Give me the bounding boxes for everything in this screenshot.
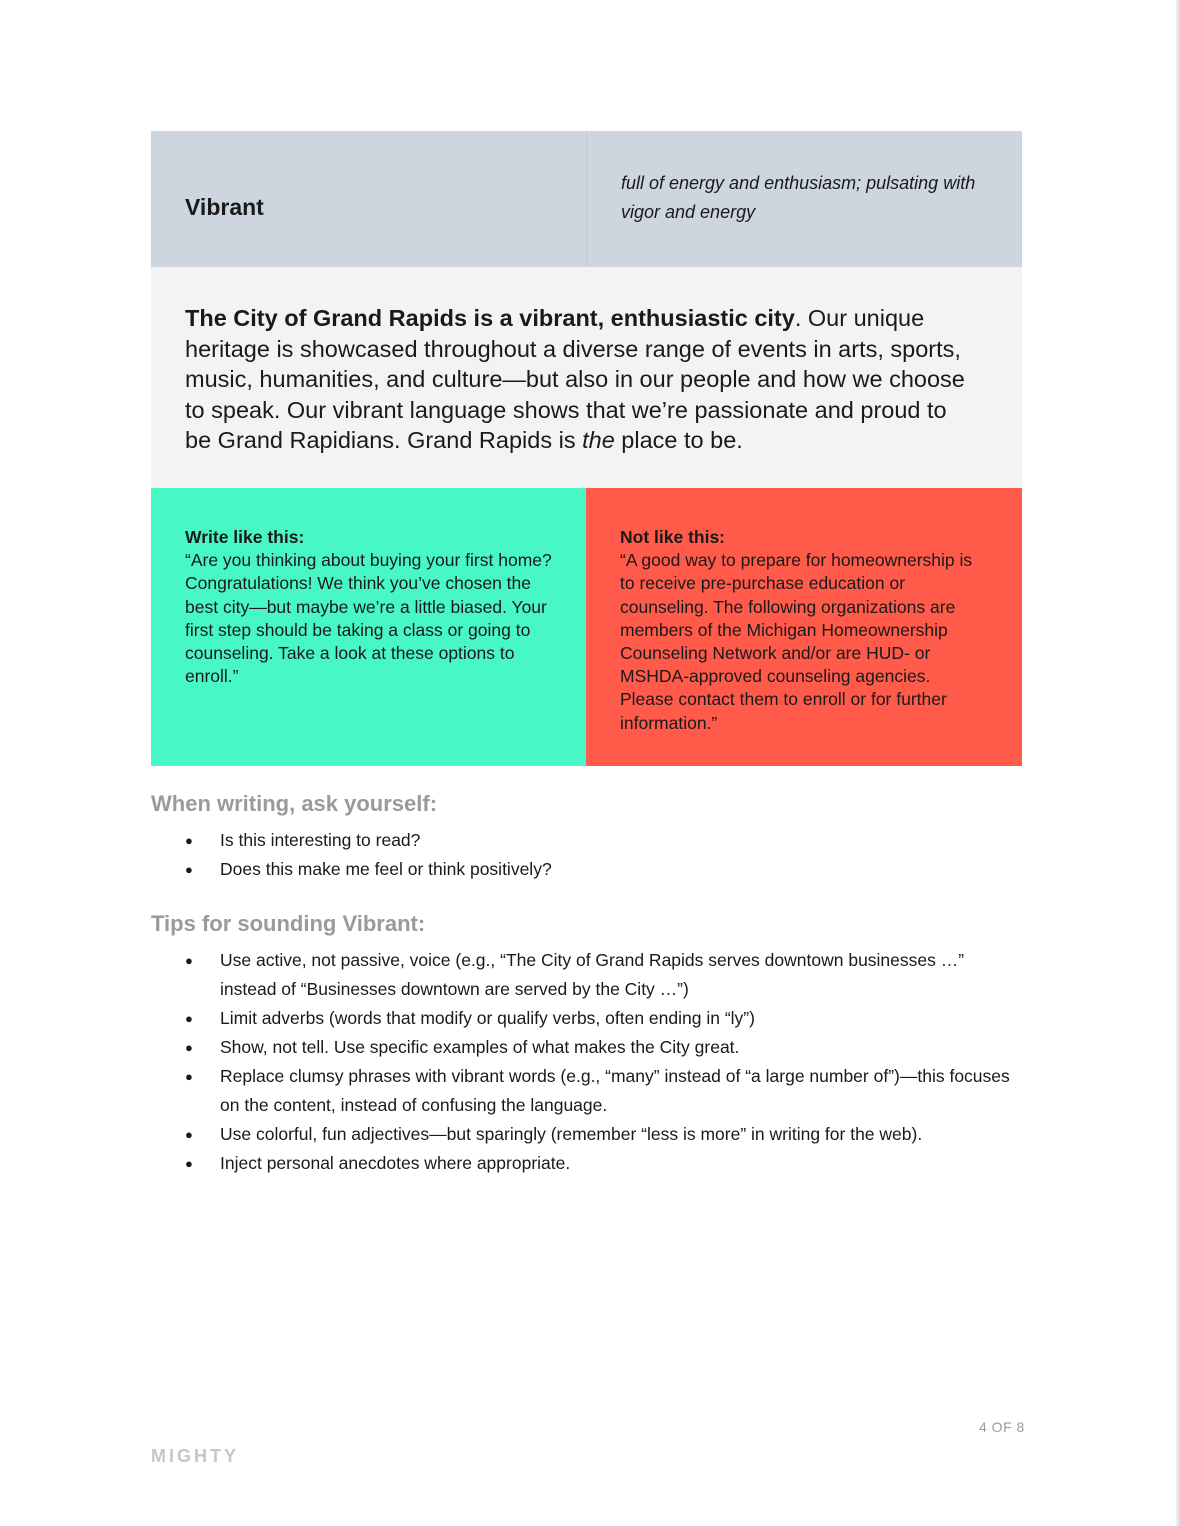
tips-heading: Tips for sounding Vibrant: [151, 911, 426, 936]
term-word: Vibrant [185, 193, 264, 220]
comparison-row [151, 488, 1022, 766]
intro-bold-lead: The City of Grand Rapids is a vibrant, enthusiastic city [185, 305, 795, 331]
page-edge-shadow [1176, 0, 1180, 1526]
not-like-this-example: “A good way to prepare for homeownership is to receive pre-purchase education or counseling. The following organizations are members of the Michigan Homeownership Counseling Network and/or are HUD- or MSHDA-approved counseling agencies. Please contact them to enroll or for further information.” [620, 550, 973, 733]
list-item: ● Limit adverbs (words that modify or qualify verbs, often ending in “ly”) [185, 1004, 1025, 1033]
list-item: ● Show, not tell. Use specific examples of what makes the City great. [185, 1033, 1025, 1062]
intro-paragraph-block [151, 267, 1022, 488]
tips-list [185, 946, 1025, 1178]
ask-yourself-heading: When writing, ask yourself: [151, 791, 438, 816]
list-item: ● Replace clumsy phrases with vibrant words (e.g., “many” instead of “a large number of”)—this focuses on the content, instead of confusing the language. [185, 1062, 1025, 1120]
not-like-this-label: Not like this: [620, 527, 726, 547]
write-like-this-label: Write like this: [185, 527, 305, 547]
definition-cell [586, 131, 1022, 267]
intro-text-2: place to be. [614, 427, 743, 453]
intro-text-1: . Our unique heritage is showcased throughout a diverse range of events in arts, sports, music, humanities, and culture—but also in our people and how we choose to speak. Our vibrant language shows that we’re passionate and proud to be Grand Rapidians. Grand Rapids is [185, 305, 965, 453]
write-like-this-panel [151, 488, 586, 766]
term-cell [151, 131, 586, 267]
ask-yourself-list [185, 826, 1025, 884]
list-item: ● Use active, not passive, voice (e.g., “The City of Grand Rapids serves downtown businesses …” instead of “Businesses downtown are served by the City …”) [185, 946, 1025, 1004]
list-item: ● Is this interesting to read? [185, 826, 1025, 855]
term-definition: full of energy and enthusiasm; pulsating with vigor and energy [621, 173, 976, 222]
not-like-this-panel [586, 488, 1022, 766]
list-item: ● Inject personal anecdotes where appropriate. [185, 1149, 1025, 1178]
write-like-this-example: “Are you thinking about buying your first home? Congratulations! We think you’ve chosen the best city—but maybe we’re a little biased. Your first step should be taking a class or going to counseling. Take a look at these options to enroll.” [185, 550, 552, 687]
page-content [151, 131, 1022, 1173]
page-number: 4 OF 8 [979, 1419, 1025, 1435]
mighty-logo: MIGHTY [151, 1446, 239, 1466]
intro-paragraph [185, 303, 972, 456]
list-item: ● Use colorful, fun adjectives—but sparingly (remember “less is more” in writing for the web). [185, 1120, 1025, 1149]
term-definition-row [151, 131, 1022, 267]
intro-italic-word: the [582, 427, 615, 453]
list-item: ● Does this make me feel or think positively? [185, 855, 1025, 884]
